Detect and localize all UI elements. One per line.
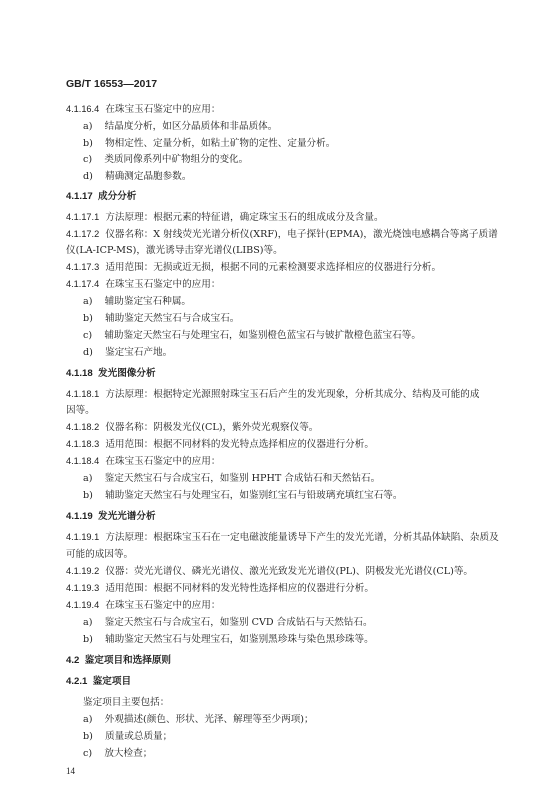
subsection-heading: 4.2.1 鉴定项目 xyxy=(66,676,132,687)
list-item: b) 质量或总质量； xyxy=(83,731,173,742)
list-item: a) 结晶度分析，如区分晶质体和非晶质体。 xyxy=(83,121,278,132)
paragraph: 鉴定项目主要包括： xyxy=(83,697,170,708)
list-item: b) 辅助鉴定天然宝石与处理宝石，如鉴别黑珍珠与染色黑珍珠等。 xyxy=(83,634,374,645)
list-item: c) 类质同像系列中矿物组分的变化。 xyxy=(83,154,249,165)
list-item: d) 鉴定宝石产地。 xyxy=(83,347,173,358)
clause-line: 4.1.19.1 方法原理：根据珠宝玉石在一定电磁波能量诱导下产生的发光光谱，分析其晶体缺陷、杂质及 xyxy=(66,532,499,543)
section-heading: 4.1.17 成分分析 xyxy=(66,191,137,202)
clause-line: 4.1.17.2 仪器名称：X 射线荧光光谱分析仪(XRF)，电子探针(EPMA)，激光烧蚀电感耦合等离子质谱 xyxy=(66,229,498,240)
clause-continuation: 可能的成因等。 xyxy=(66,549,134,560)
section-heading: 4.1.18 发光图像分析 xyxy=(66,368,156,379)
list-item: a) 鉴定天然宝石与合成宝石，如鉴别 HPHT 合成钻石和天然钻石。 xyxy=(83,473,381,484)
clause-line: 4.1.19.4 在珠宝玉石鉴定中的应用： xyxy=(66,600,221,611)
clause-line: 4.1.19.3 适用范围：根据不同材料的发光特性选择相应的仪器进行分析。 xyxy=(66,583,374,594)
list-item: c) 放大检查； xyxy=(83,748,153,759)
clause-continuation: 仪(LA-ICP-MS)，激光诱导击穿光谱仪(LIBS)等。 xyxy=(66,245,283,256)
list-item: b) 辅助鉴定天然宝石与处理宝石，如鉴别红宝石与铅玻璃充填红宝石等。 xyxy=(83,490,403,501)
list-item: b) 辅助鉴定天然宝石与合成宝石。 xyxy=(83,313,240,324)
clause-line: 4.1.18.4 在珠宝玉石鉴定中的应用： xyxy=(66,456,221,467)
clause-line: 4.1.18.2 仪器名称：阴极发光仪(CL)，紫外荧光观察仪等。 xyxy=(66,422,319,433)
list-item: a) 辅助鉴定宝石种属。 xyxy=(83,296,192,307)
list-item: a) 鉴定天然宝石与合成宝石，如鉴别 CVD 合成钻石与天然钻石。 xyxy=(83,617,373,628)
clause-line: 4.1.17.3 适用范围：无损或近无损，根据不同的元素检测要求选择相应的仪器进行分析。 xyxy=(66,262,442,273)
section-heading: 4.1.19 发光光谱分析 xyxy=(66,511,156,522)
list-item: d) 精确测定晶胞参数。 xyxy=(83,171,192,182)
list-item: a) 外观描述(颜色、形状、光泽、解理等至少两项)； xyxy=(83,714,314,725)
clause-line: 4.1.19.2 仪器：荧光光谱仪、磷光光谱仪、激光光致发光光谱仪(PL)、阴极发光光谱仪(CL)等。 xyxy=(66,566,474,577)
clause-continuation: 因等。 xyxy=(66,405,95,416)
standard-id: GB/T 16553—2017 xyxy=(66,78,158,90)
clause-line: 4.1.17.1 方法原理：根据元素的特征谱，确定珠宝玉石的组成成分及含量。 xyxy=(66,212,384,223)
list-item: c) 辅助鉴定天然宝石与处理宝石，如鉴别橙色蓝宝石与铍扩散橙色蓝宝石等。 xyxy=(83,330,421,341)
list-item: b) 物相定性、定量分析，如粘土矿物的定性、定量分析。 xyxy=(83,138,336,149)
page-number: 14 xyxy=(66,766,75,776)
clause-line: 4.1.17.4 在珠宝玉石鉴定中的应用： xyxy=(66,279,221,290)
clause-line: 4.1.16.4 在珠宝玉石鉴定中的应用： xyxy=(66,104,221,115)
clause-line: 4.1.18.3 适用范围：根据不同材料的发光特点选择相应的仪器进行分析。 xyxy=(66,439,374,450)
section-heading: 4.2 鉴定项目和选择原则 xyxy=(66,655,172,666)
clause-line: 4.1.18.1 方法原理：根据特定光源照射珠宝玉石后产生的发光现象，分析其成分、结构及可能的成 xyxy=(66,389,480,400)
